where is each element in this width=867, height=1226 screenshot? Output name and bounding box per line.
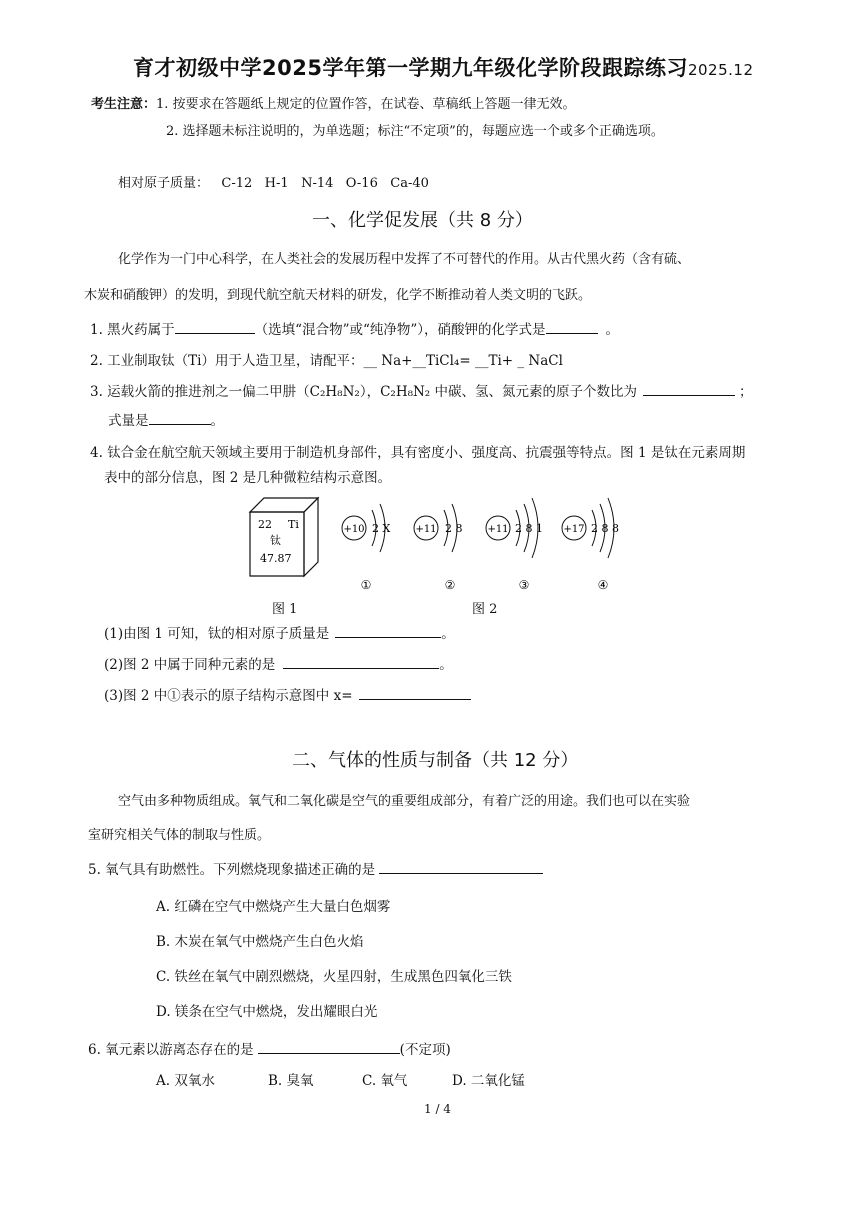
- sub2-text: (2)图 2 中属于同种元素的是: [104, 657, 276, 673]
- q5-text: 5. 氧气具有助燃性。下列燃烧现象描述正确的是: [88, 862, 376, 878]
- q3-text-b: ；: [739, 384, 753, 400]
- particle-1: [342, 504, 390, 592]
- atomic-mass: 相对原子质量： C-12 H-1 N-14 O-16 Ca-40: [118, 176, 429, 191]
- q1-blank-2[interactable]: [546, 319, 598, 334]
- figure-2-caption: 图 2: [472, 602, 498, 617]
- section1-intro-1: 化学作为一门中心科学，在人类社会的发展历程中发挥了不可替代的作用。从古代黑火药（含有硫、: [118, 252, 691, 267]
- particle-1-label: ①: [360, 578, 372, 592]
- sub1-text: (1)由图 1 可知，钛的相对原子质量是: [104, 626, 330, 642]
- element-name: 钛: [270, 534, 281, 547]
- notice-item-2: 2. 选择题未标注说明的，为单选题；标注“不定项”的，每题应选一个或多个正确选项。: [166, 124, 664, 139]
- particle-2-shells: 2 8: [445, 522, 463, 535]
- q6-option-a[interactable]: A. 双氧水: [156, 1073, 215, 1089]
- section2-intro-1: 空气由多种物质组成。氧气和二氧化碳是空气的重要组成部分，有着广泛的用途。我们也可以在实验: [118, 794, 691, 809]
- q1-text-b: （选填“混合物”或“纯净物”），硝酸钾的化学式是: [254, 322, 546, 338]
- sub1-end: 。: [441, 626, 455, 642]
- particle-1-shells: 2 X: [372, 522, 391, 535]
- particle-3-label: ③: [518, 578, 530, 592]
- section2-intro-2: 室研究相关气体的制取与性质。: [88, 828, 271, 843]
- notice-line-1: [91, 93, 576, 112]
- sub2-blank[interactable]: [283, 654, 439, 669]
- q6-blank[interactable]: [258, 1039, 400, 1054]
- q1-text-a: 1. 黑火药属于: [90, 322, 175, 338]
- sub1-blank[interactable]: [335, 623, 441, 638]
- particle-2-nucleus: +11: [415, 524, 437, 535]
- section1-title: 一、化学促发展（共 8 分）: [312, 210, 533, 231]
- question-3: [90, 380, 753, 400]
- q6-option-d[interactable]: D. 二氧化锰: [452, 1073, 525, 1089]
- sub-question-1: [104, 622, 455, 642]
- sub3-text: (3)图 2 中①表示的原子结构示意图中 x=: [104, 688, 353, 704]
- question-5: [88, 858, 543, 878]
- particle-3-nucleus: +11: [487, 524, 509, 535]
- page-number: 1 / 4: [424, 1102, 451, 1116]
- notice-label: 考生注意：: [91, 97, 157, 112]
- title-date: 2025.12: [687, 61, 754, 79]
- title-text: 育才初级中学2025学年第一学期九年级化学阶段跟踪练习: [133, 56, 688, 80]
- q3-blank-2[interactable]: [149, 410, 211, 425]
- q3-text-a: 3. 运载火箭的推进剂之一偏二甲肼（C₂H₈N₂），C₂H₈N₂ 中碳、氢、氮元素的原子个数比为: [90, 384, 638, 400]
- figure-1-element-cube: [246, 494, 322, 580]
- section1-intro-2: 木炭和硝酸钾）的发明，到现代航空航天材料的研发，化学不断推动着人类文明的飞跃。: [84, 288, 592, 303]
- sub-question-2: [104, 653, 453, 673]
- q6-option-b[interactable]: B. 臭氧: [268, 1073, 314, 1089]
- element-symbol: Ti: [288, 518, 299, 531]
- q5-option-b[interactable]: B. 木炭在氧气中燃烧产生白色火焰: [156, 934, 364, 950]
- question-3-line2: [108, 409, 224, 429]
- section2-title: 二、气体的性质与制备（共 12 分）: [292, 750, 579, 771]
- q1-blank-1[interactable]: [175, 319, 255, 334]
- q1-text-c: 。: [605, 322, 620, 338]
- q6-option-c[interactable]: C. 氧气: [362, 1073, 408, 1089]
- element-number: 22: [258, 518, 272, 531]
- page-title: [133, 52, 753, 82]
- particle-4: [562, 498, 619, 592]
- q6-text: 6. 氧元素以游离态存在的是: [88, 1042, 254, 1058]
- particle-1-nucleus: +10: [343, 524, 365, 535]
- figure-1-caption: 图 1: [272, 602, 298, 617]
- particle-4-shells: 2 8 8: [591, 522, 619, 535]
- question-4-line1: 4. 钛合金在航空航天领域主要用于制造机身部件，具有密度小、强度高、抗震强等特点。图 1 是钛在元素周期: [90, 445, 746, 461]
- sub-question-3: [104, 684, 471, 704]
- particle-4-nucleus: +17: [563, 524, 585, 535]
- q5-option-d[interactable]: D. 镁条在空气中燃烧，发出耀眼白光: [156, 1004, 378, 1020]
- q5-option-a[interactable]: A. 红磷在空气中燃烧产生大量白色烟雾: [156, 899, 391, 915]
- sub3-blank[interactable]: [359, 685, 471, 700]
- figure-2-particles: [334, 488, 634, 596]
- q6-tag: (不定项): [399, 1042, 451, 1058]
- q3-text-d: 。: [210, 413, 224, 429]
- element-mass: 47.87: [260, 552, 292, 565]
- particle-2-label: ②: [444, 578, 456, 592]
- particle-3: [486, 498, 543, 592]
- q5-option-c[interactable]: C. 铁丝在氧气中剧烈燃烧，火星四射，生成黑色四氧化三铁: [156, 969, 512, 985]
- question-2: 2. 工业制取钛（Ti）用于人造卫星，请配平：__ Na+__TiCl₄= __Ti+ _ NaCl: [90, 353, 563, 369]
- q3-text-c: 式量是: [108, 413, 149, 429]
- question-6: [88, 1038, 451, 1058]
- notice-item-1: 1. 按要求在答题纸上规定的位置作答，在试卷、草稿纸上答题一律无效。: [156, 97, 576, 112]
- particle-4-label: ④: [597, 578, 609, 592]
- q3-blank-1[interactable]: [643, 381, 735, 396]
- q5-blank[interactable]: [379, 859, 543, 874]
- question-1: [90, 318, 619, 338]
- question-4-line2: 表中的部分信息，图 2 是几种微粒结构示意图。: [104, 470, 392, 486]
- particle-3-shells: 2 8 1: [515, 522, 543, 535]
- sub2-end: 。: [439, 657, 453, 673]
- particle-2: [414, 504, 463, 592]
